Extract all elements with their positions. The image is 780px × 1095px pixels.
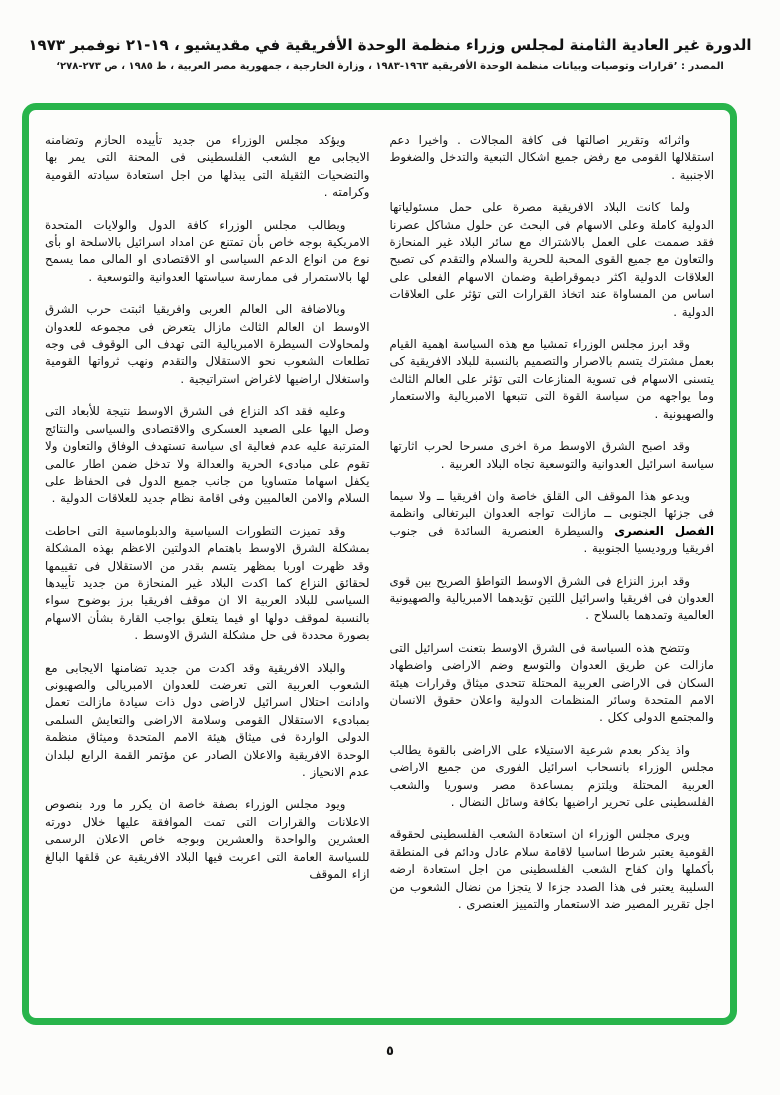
paragraph: ويؤكد مجلس الوزراء من جديد تأييده الحازم وتضامنه الايجابى مع الشعب الفلسطينى فى المحنة التى يمر بها والتضحيات الثقيلة التى يبذلها من اجل استعادة سيادته القومية وكرامته . — [45, 133, 370, 200]
paragraph: وقد تميزت التطورات السياسية والدبلوماسية التى احاطت بمشكلة الشرق الاوسط باهتمام الدولتين الاعظم بهذه المشكلة وقد ظهرت اوربا بمظهر يتسم بقدر من الاستقلال فى تقييمها لحقائق النزاع كما اكدت البلاد غير المنحازة من جديد تأييدها السياسى للبلاد العربية الا ان موقف افريقيا برز بوضوح سواء بالنسبة لموقف دولها او فيما يتعلق بواجب القارة بشأن الاسهام بصورة محددة فى حل مشكلة الشرق الاوسط . — [45, 523, 370, 643]
paragraph: ولما كانت البلاد الافريقية مصرة على حمل مسئولياتها الدولية كاملة وعلى الاسهام فى البحث عن حلول مشاكل عصرنا فقد صممت على العمل بالاشتراك مع سائر البلاد غير المنحازة والتعاون مع جميع القوى المحبة للحرية والسلام والتقدم كى تصبح العلاقات الدولية اكثر ديموقراطية وضمان الاسهام الفعلى على اساس من المساواة عند اتخاذ القرارات التى تؤثر على العلاقات الدولية . — [389, 200, 714, 319]
source-citation: المصدر : ’قرارات وتوصيات وبيانات منظمة الوحدة الأفريقية ١٩٦٣-١٩٨٣ ، وزارة الخارجية ، جمهورية مصر العربية ، ط ١٩٨٥ ، ص ٢٧٣-٢٧٨‘ — [56, 61, 724, 72]
paragraph-text: والسيطرة العنصرية السائدة فى جنوب افريقيا وروديسيا الجنوبية . — [389, 523, 714, 556]
paragraph: وقد ابرز مجلس الوزراء تمشيا مع هذه السياسة اهمية القيام بعمل مشترك يتسم بالاصرار والتصميم بالنسبة للبلاد الافريقية كى يتسنى الاسهام فى تسوية المنازعات التى تؤثر على العالم الثالث وما يواجهه من سياسة القوة التى تتبعها الامبريالية والاستعمار والصهيونية . — [389, 337, 714, 421]
paragraph: ويرى مجلس الوزراء ان استعادة الشعب الفلسطينى لحقوقه القومية يعتبر شرطا اساسيا لاقامة سلام عادل ودائم فى المنطقة بأكملها وان كفاح الشعب الفلسطينى من اجل استعادة ارضه السليبة يعتبر فى هذا الصدد جزءا لا يتجزا من نضال الشعوب من اجل تقرير المصير ضد الاستعمار والتمييز العنصرى . — [389, 827, 714, 912]
paragraph: وقد ابرز النزاع فى الشرق الاوسط التواطؤ الصريح بين قوى العدوان فى افريقيا واسرائيل اللتين تؤيدهما الامبريالية والصهيونية العالمية وتمدهما بالسلاح . — [389, 573, 714, 623]
paragraph: وقد اصبح الشرق الاوسط مرة اخرى مسرحا لحرب اثارتها سياسة اسرائيل العدوانية والتوسعية تجاه البلاد العربية . — [389, 439, 714, 471]
text-column-left — [45, 132, 370, 1010]
paragraph: ويطالب مجلس الوزراء كافة الدول والولايات المتحدة الامريكية بوجه خاص بأن تمتنع عن امداد اسرائيل بالاسلحة او بأى نوع من انواع الدعم السياسى او الاقتصادى او المالى مما يسمح لها بالاستمرار فى ممارسة سياستها العدوانية والتوسعية . — [45, 217, 370, 284]
paragraph: وبالاضافة الى العالم العربى وافريقيا اثبتت حرب الشرق الاوسط ان العالم الثالث مازال يتعرض فى مجموعه للعدوان ولمحاولات السيطرة الامبريالية التى تهدف الى الوقوف فى وجه تطلعات الشعوب نحو الاستقلال والتقدم ونهب ثرواتها القومية واستغلال اراضيها لاغراض استراتيجية . — [45, 302, 370, 386]
paragraph: والبلاد الافريقية وقد اكدت من جديد تضامنها الايجابى مع الشعوب العربية التى تعرضت للعدوان الامبريالى والصهيونى وادانت احتلال اسرائيل لاراضى دول ذات سيادة مازالت تعمل بمبادىء الاستقلال القومى وسلامة الاراضى والتعايش السلمى الدولى الواردة فى ميثاق هيئة الامم المتحدة وميثاق منظمة الوحدة الافريقية والاعلان الصادر عن مؤتمر القمة الرابع لبلدان عدم الانحياز . — [45, 660, 370, 779]
paragraph: وتتضح هذه السياسة فى الشرق الاوسط بتعنت اسرائيل التى مازالت عن طريق العدوان والتوسع وضم الاراضى واضطهاد السكان فى الاراضى العربية المحتلة تتحدى ميثاق وقرارات هيئة الامم المتحدة وسائر المنظمات الدولية واعلان حقوق الانسان والمجتمع الدولى ككل . — [389, 640, 714, 725]
page-number: ٥ — [386, 1044, 394, 1059]
content-frame — [22, 103, 737, 1025]
paragraph: واثرائه وتقرير اصالتها فى كافة المجالات . واخيرا دعم استقلالها القومى مع رفض جميع اشكال التبعية والتدخل والضغوط الاجنبية . — [389, 133, 714, 182]
paragraph — [390, 488, 715, 558]
paragraph: وعليه فقد اكد النزاع فى الشرق الاوسط نتيجة للأبعاد التى وصل اليها على الصعيد العسكرى والاقتصادى والسياسى والنتائج المترتبة عليه عدم فعالية اى سياسة تستهدف الوفاق والتعاون ولا تقوم على مبادىء الحرية والعدالة ولا تدخل ضمن اطار عالمى يكفل اسهاما متساويا من جانب جميع الدول فى الحفاظ على السلام والامن العالميين وفى اقامة نظام جديد للعلاقات الدولية . — [45, 404, 370, 506]
paragraph: واذ يذكر بعدم شرعية الاستيلاء على الاراضى بالقوة يطالب مجلس الوزراء بانسحاب اسرائيل الفورى من جميع الاراضى العربية المحتلة ويلتزم بمساعدة مصر وسوريا والشعب الفلسطينى على تحرير اراضيها بكافة وسائل النضال . — [389, 742, 714, 809]
emphasized-phrase: الفصل العنصرى — [614, 523, 714, 538]
text-column-right — [390, 132, 715, 1010]
paragraph: ويود مجلس الوزراء بصفة خاصة ان يكرر ما ورد بنصوص الاعلانات والقرارات التى تمت الموافقة عليها خلال دورته العشرين والواحدة والعشرين وبوجه خاص الاعلان الرسمى للسياسة العامة التى اعربت فيها البلاد الافريقية عن قلقها البالغ ازاء الموقف — [45, 797, 370, 882]
document-header — [0, 36, 780, 72]
two-column-layout — [29, 110, 730, 1018]
page-title: الدورة غير العادية الثامنة لمجلس وزراء منظمة الوحدة الأفريقية في مقديشيو ، ١٩-٢١ نوفمبر ١٩٧٣ — [28, 36, 752, 54]
paragraph-text: ويدعو هذا الموقف الى القلق خاصة وان افريقيا ــ ولا سيما فى جزئها الجنوبى ــ مازالت تواجه العدوان البرتغالى وانظمة — [389, 488, 714, 521]
